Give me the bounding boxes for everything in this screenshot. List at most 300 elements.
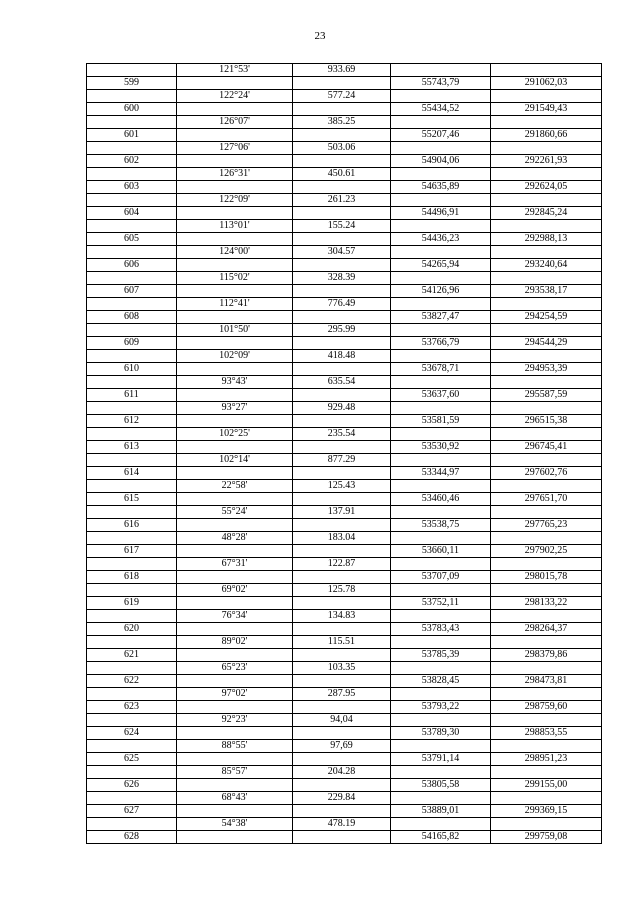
angle-cell [177,363,293,376]
point-number-cell: 602 [87,155,177,168]
distance-cell: 287.95 [293,688,391,701]
x-coordinate-cell: 55207,46 [391,129,491,142]
y-coordinate-cell [491,610,602,623]
y-coordinate-cell [491,662,602,675]
y-coordinate-cell [491,740,602,753]
point-number-cell: 625 [87,753,177,766]
angle-cell [177,519,293,532]
distance-cell: 304.57 [293,246,391,259]
angle-cell: 97°02' [177,688,293,701]
point-number-cell [87,480,177,493]
point-number-cell [87,792,177,805]
x-coordinate-cell: 54265,94 [391,259,491,272]
point-row [87,831,602,844]
point-row [87,389,602,402]
distance-cell: 134.83 [293,610,391,623]
y-coordinate-cell [491,220,602,233]
point-number-cell: 600 [87,103,177,116]
distance-cell: 94,04 [293,714,391,727]
angle-cell [177,441,293,454]
distance-cell: 503.06 [293,142,391,155]
distance-cell [293,285,391,298]
angle-cell [177,389,293,402]
x-coordinate-cell: 53637,60 [391,389,491,402]
angle-cell [177,831,293,844]
x-coordinate-cell: 54126,96 [391,285,491,298]
point-row [87,675,602,688]
point-row [87,701,602,714]
distance-cell [293,545,391,558]
x-coordinate-cell: 53678,71 [391,363,491,376]
x-coordinate-cell: 53889,01 [391,805,491,818]
y-coordinate-cell [491,324,602,337]
y-coordinate-cell [491,636,602,649]
angle-cell: 102°14' [177,454,293,467]
point-number-cell: 622 [87,675,177,688]
point-number-cell: 614 [87,467,177,480]
point-row [87,233,602,246]
point-number-cell: 607 [87,285,177,298]
point-row [87,337,602,350]
point-number-cell [87,272,177,285]
point-number-cell [87,194,177,207]
x-coordinate-cell [391,194,491,207]
segment-row [87,220,602,233]
distance-cell: 577.24 [293,90,391,103]
angle-cell: 124°00' [177,246,293,259]
point-number-cell [87,324,177,337]
x-coordinate-cell: 53460,46 [391,493,491,506]
x-coordinate-cell: 55743,79 [391,77,491,90]
y-coordinate-cell [491,116,602,129]
point-number-cell [87,168,177,181]
point-row [87,285,602,298]
x-coordinate-cell: 53344,97 [391,467,491,480]
point-row [87,155,602,168]
y-coordinate-cell [491,818,602,831]
point-row [87,727,602,740]
x-coordinate-cell [391,714,491,727]
point-number-cell: 601 [87,129,177,142]
distance-cell [293,831,391,844]
point-number-cell [87,116,177,129]
x-coordinate-cell: 53660,11 [391,545,491,558]
angle-cell [177,545,293,558]
point-number-cell [87,818,177,831]
segment-row [87,480,602,493]
distance-cell: 204.28 [293,766,391,779]
x-coordinate-cell: 53828,45 [391,675,491,688]
x-coordinate-cell: 53785,39 [391,649,491,662]
segment-row [87,636,602,649]
angle-cell: 88°55' [177,740,293,753]
angle-cell: 112°41' [177,298,293,311]
x-coordinate-cell: 53530,92 [391,441,491,454]
point-row [87,649,602,662]
y-coordinate-cell: 297902,25 [491,545,602,558]
distance-cell [293,363,391,376]
y-coordinate-cell: 296745,41 [491,441,602,454]
point-row [87,753,602,766]
point-number-cell: 611 [87,389,177,402]
angle-cell: 126°07' [177,116,293,129]
distance-cell [293,623,391,636]
y-coordinate-cell: 292624,05 [491,181,602,194]
y-coordinate-cell [491,194,602,207]
y-coordinate-cell [491,714,602,727]
y-coordinate-cell: 292988,13 [491,233,602,246]
x-coordinate-cell [391,272,491,285]
point-number-cell: 609 [87,337,177,350]
angle-cell: 102°25' [177,428,293,441]
angle-cell: 127°06' [177,142,293,155]
distance-cell [293,129,391,142]
y-coordinate-cell [491,428,602,441]
x-coordinate-cell [391,220,491,233]
x-coordinate-cell [391,298,491,311]
y-coordinate-cell [491,142,602,155]
distance-cell [293,675,391,688]
point-row [87,597,602,610]
point-number-cell: 617 [87,545,177,558]
angle-cell: 69°02' [177,584,293,597]
segment-row [87,532,602,545]
angle-cell [177,129,293,142]
x-coordinate-cell: 54496,91 [391,207,491,220]
angle-cell: 93°43' [177,376,293,389]
point-row [87,259,602,272]
x-coordinate-cell [391,376,491,389]
angle-cell [177,337,293,350]
y-coordinate-cell: 298015,78 [491,571,602,584]
distance-cell [293,181,391,194]
y-coordinate-cell [491,532,602,545]
y-coordinate-cell: 296515,38 [491,415,602,428]
x-coordinate-cell: 53581,59 [391,415,491,428]
point-row [87,571,602,584]
x-coordinate-cell: 54904,06 [391,155,491,168]
point-number-cell: 613 [87,441,177,454]
angle-cell [177,727,293,740]
x-coordinate-cell: 53805,58 [391,779,491,792]
distance-cell [293,493,391,506]
x-coordinate-cell [391,116,491,129]
point-number-cell [87,636,177,649]
x-coordinate-cell: 53793,22 [391,701,491,714]
distance-cell [293,337,391,350]
distance-cell: 933.69 [293,64,391,77]
y-coordinate-cell: 298473,81 [491,675,602,688]
angle-cell [177,805,293,818]
x-coordinate-cell: 53827,47 [391,311,491,324]
point-number-cell: 626 [87,779,177,792]
point-number-cell [87,220,177,233]
distance-cell [293,753,391,766]
x-coordinate-cell: 53783,43 [391,623,491,636]
segment-row [87,454,602,467]
distance-cell: 478.19 [293,818,391,831]
distance-cell [293,415,391,428]
distance-cell: 450.61 [293,168,391,181]
x-coordinate-cell: 53707,09 [391,571,491,584]
y-coordinate-cell: 298759,60 [491,701,602,714]
x-coordinate-cell: 54635,89 [391,181,491,194]
angle-cell: 89°02' [177,636,293,649]
segment-row [87,168,602,181]
point-number-cell [87,688,177,701]
segment-row [87,584,602,597]
distance-cell: 97,69 [293,740,391,753]
segment-row [87,766,602,779]
angle-cell: 48°28' [177,532,293,545]
point-row [87,363,602,376]
point-number-cell [87,610,177,623]
x-coordinate-cell [391,792,491,805]
segment-row [87,428,602,441]
point-number-cell [87,298,177,311]
point-number-cell [87,766,177,779]
x-coordinate-cell [391,324,491,337]
angle-cell: 92°23' [177,714,293,727]
angle-cell [177,155,293,168]
segment-row [87,64,602,77]
point-row [87,805,602,818]
x-coordinate-cell: 55434,52 [391,103,491,116]
point-number-cell: 624 [87,727,177,740]
angle-cell [177,571,293,584]
angle-cell [177,233,293,246]
segment-row [87,116,602,129]
x-coordinate-cell: 54165,82 [391,831,491,844]
segment-row [87,298,602,311]
distance-cell: 155.24 [293,220,391,233]
y-coordinate-cell: 298133,22 [491,597,602,610]
x-coordinate-cell [391,818,491,831]
point-number-cell [87,402,177,415]
y-coordinate-cell: 294953,39 [491,363,602,376]
x-coordinate-cell [391,246,491,259]
segment-row [87,610,602,623]
point-number-cell: 605 [87,233,177,246]
angle-cell: 55°24' [177,506,293,519]
point-number-cell [87,662,177,675]
y-coordinate-cell: 295587,59 [491,389,602,402]
distance-cell [293,441,391,454]
segment-row [87,714,602,727]
y-coordinate-cell: 292261,93 [491,155,602,168]
segment-row [87,740,602,753]
point-number-cell: 616 [87,519,177,532]
angle-cell: 67°31' [177,558,293,571]
point-row [87,545,602,558]
distance-cell: 125.43 [293,480,391,493]
y-coordinate-cell [491,454,602,467]
point-number-cell: 615 [87,493,177,506]
point-number-cell: 628 [87,831,177,844]
distance-cell [293,155,391,168]
y-coordinate-cell [491,584,602,597]
y-coordinate-cell [491,402,602,415]
x-coordinate-cell [391,350,491,363]
x-coordinate-cell [391,64,491,77]
angle-cell: 76°34' [177,610,293,623]
angle-cell: 101°50' [177,324,293,337]
distance-cell: 235.54 [293,428,391,441]
angle-cell [177,493,293,506]
y-coordinate-cell: 298379,86 [491,649,602,662]
segment-row [87,324,602,337]
y-coordinate-cell [491,558,602,571]
point-number-cell: 612 [87,415,177,428]
distance-cell: 122.87 [293,558,391,571]
distance-cell: 295.99 [293,324,391,337]
angle-cell: 121°53' [177,64,293,77]
segment-row [87,662,602,675]
y-coordinate-cell: 293538,17 [491,285,602,298]
distance-cell: 328.39 [293,272,391,285]
segment-row [87,194,602,207]
point-row [87,493,602,506]
point-row [87,779,602,792]
angle-cell [177,467,293,480]
y-coordinate-cell: 299155,00 [491,779,602,792]
distance-cell [293,649,391,662]
y-coordinate-cell [491,688,602,701]
x-coordinate-cell [391,740,491,753]
coordinate-table [86,63,602,844]
x-coordinate-cell [391,532,491,545]
point-number-cell: 619 [87,597,177,610]
angle-cell: 93°27' [177,402,293,415]
y-coordinate-cell [491,792,602,805]
point-number-cell [87,740,177,753]
segment-row [87,558,602,571]
x-coordinate-cell: 53752,11 [391,597,491,610]
point-row [87,129,602,142]
distance-cell: 103.35 [293,662,391,675]
segment-row [87,272,602,285]
x-coordinate-cell: 53538,75 [391,519,491,532]
y-coordinate-cell: 297602,76 [491,467,602,480]
y-coordinate-cell: 293240,64 [491,259,602,272]
y-coordinate-cell: 297765,23 [491,519,602,532]
distance-cell [293,727,391,740]
distance-cell: 183.04 [293,532,391,545]
point-number-cell: 610 [87,363,177,376]
distance-cell [293,467,391,480]
point-number-cell [87,64,177,77]
point-row [87,311,602,324]
distance-cell [293,805,391,818]
point-number-cell [87,142,177,155]
segment-row [87,142,602,155]
x-coordinate-cell [391,454,491,467]
angle-cell [177,259,293,272]
x-coordinate-cell [391,506,491,519]
point-number-cell [87,246,177,259]
distance-cell: 125.78 [293,584,391,597]
y-coordinate-cell [491,480,602,493]
y-coordinate-cell [491,376,602,389]
y-coordinate-cell [491,272,602,285]
y-coordinate-cell: 299369,15 [491,805,602,818]
point-row [87,623,602,636]
segment-row [87,402,602,415]
x-coordinate-cell [391,142,491,155]
y-coordinate-cell [491,766,602,779]
point-number-cell: 608 [87,311,177,324]
angle-cell [177,649,293,662]
distance-cell: 261.23 [293,194,391,207]
x-coordinate-cell: 53791,14 [391,753,491,766]
segment-row [87,376,602,389]
y-coordinate-cell: 294254,59 [491,311,602,324]
angle-cell [177,103,293,116]
point-number-cell: 627 [87,805,177,818]
point-row [87,467,602,480]
y-coordinate-cell [491,350,602,363]
angle-cell: 102°09' [177,350,293,363]
angle-cell [177,623,293,636]
point-number-cell [87,532,177,545]
angle-cell: 22°58' [177,480,293,493]
distance-cell [293,207,391,220]
angle-cell: 126°31' [177,168,293,181]
distance-cell [293,701,391,714]
x-coordinate-cell: 53789,30 [391,727,491,740]
angle-cell [177,181,293,194]
point-number-cell: 623 [87,701,177,714]
y-coordinate-cell: 291860,66 [491,129,602,142]
distance-cell: 385.25 [293,116,391,129]
y-coordinate-cell: 298853,55 [491,727,602,740]
y-coordinate-cell [491,168,602,181]
distance-cell: 776.49 [293,298,391,311]
point-number-cell: 606 [87,259,177,272]
angle-cell: 54°38' [177,818,293,831]
y-coordinate-cell: 294544,29 [491,337,602,350]
point-row [87,181,602,194]
segment-row [87,688,602,701]
y-coordinate-cell [491,506,602,519]
distance-cell [293,259,391,272]
point-number-cell [87,454,177,467]
y-coordinate-cell [491,90,602,103]
point-row [87,77,602,90]
angle-cell: 68°43' [177,792,293,805]
point-number-cell [87,376,177,389]
point-row [87,103,602,116]
angle-cell [177,207,293,220]
point-number-cell: 604 [87,207,177,220]
distance-cell: 115.51 [293,636,391,649]
distance-cell [293,77,391,90]
point-number-cell [87,558,177,571]
x-coordinate-cell [391,584,491,597]
y-coordinate-cell: 291549,43 [491,103,602,116]
point-row [87,207,602,220]
distance-cell: 229.84 [293,792,391,805]
page-number: 23 [314,30,326,42]
distance-cell [293,571,391,584]
x-coordinate-cell: 54436,23 [391,233,491,246]
distance-cell: 635.54 [293,376,391,389]
angle-cell [177,311,293,324]
y-coordinate-cell [491,246,602,259]
angle-cell [177,77,293,90]
distance-cell [293,233,391,246]
point-number-cell [87,350,177,363]
